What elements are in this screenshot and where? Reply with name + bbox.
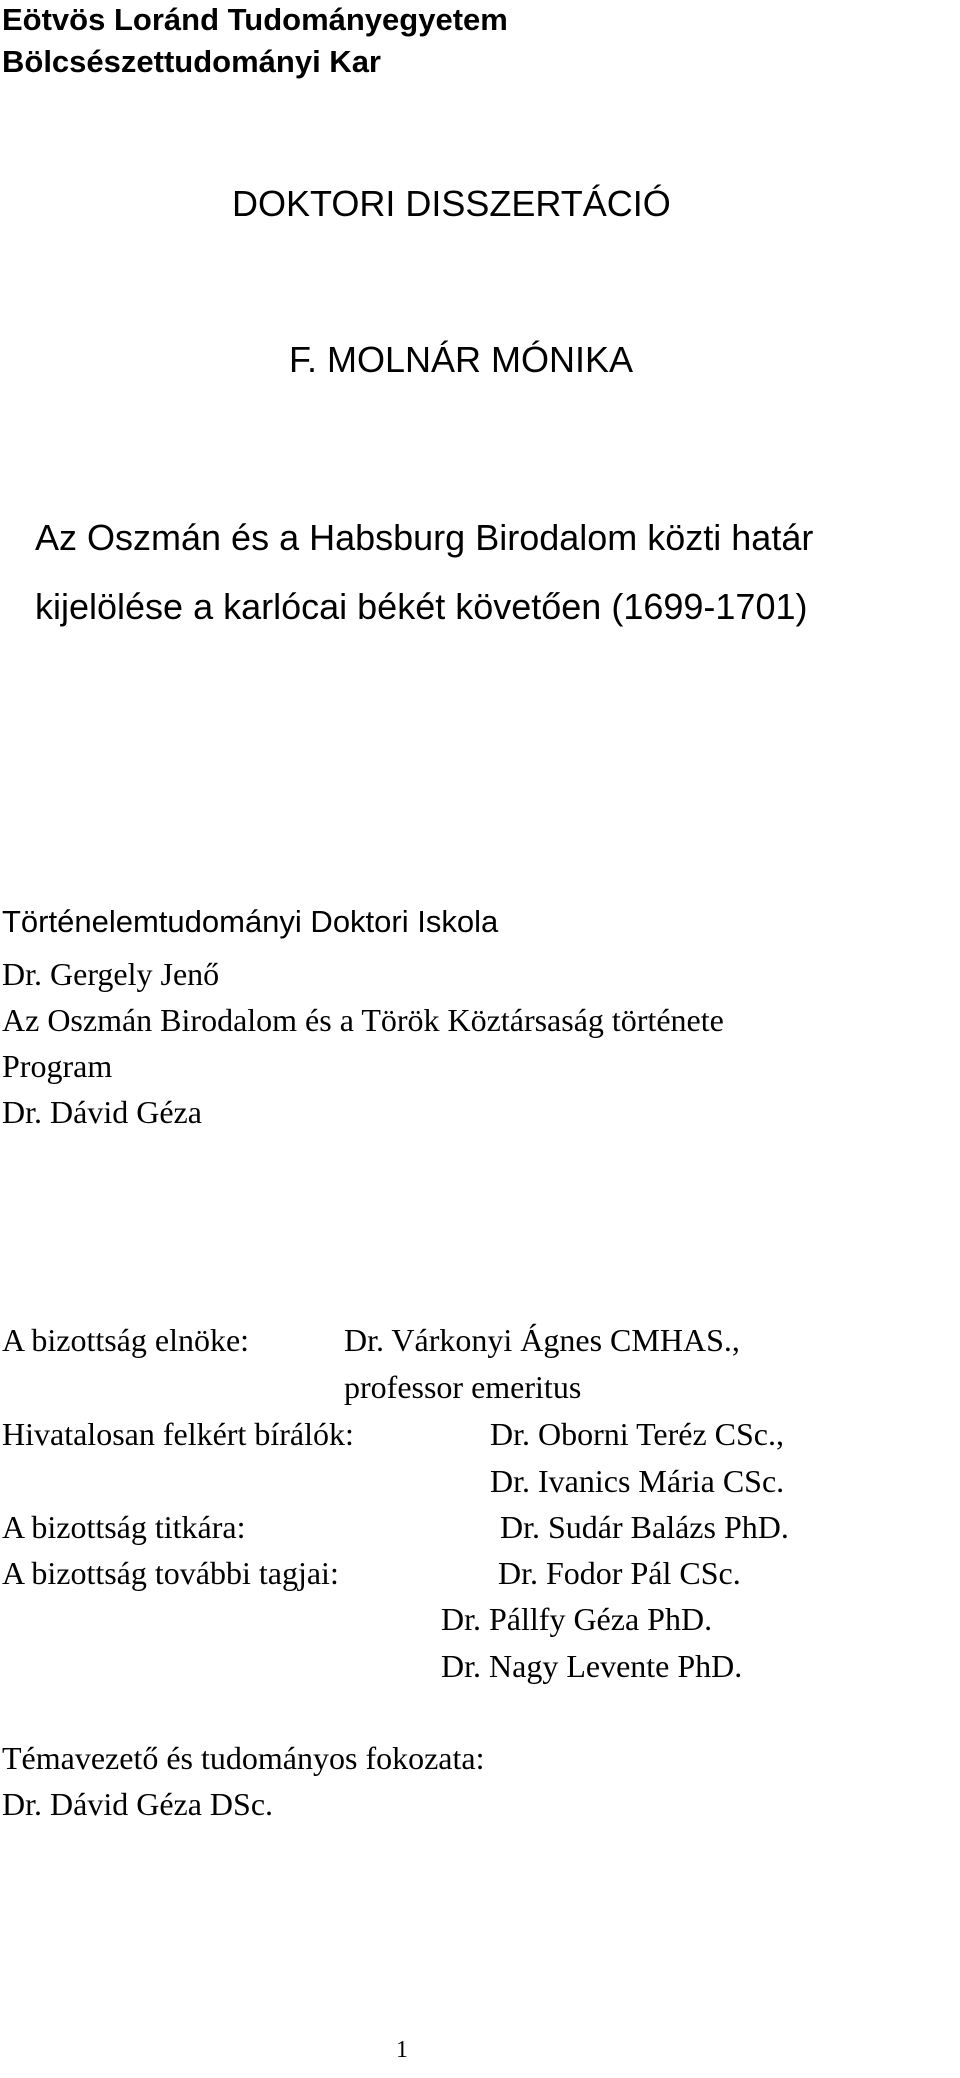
committee-members-label: A bizottság további tagjai:	[2, 1555, 339, 1591]
page-number: 1	[396, 2037, 408, 2063]
committee-chair-title: professor emeritus	[344, 1369, 582, 1405]
program-name-line-1: Az Oszmán Birodalom és a Török Köztársaság története	[2, 1002, 724, 1038]
committee-member-1: Dr. Fodor Pál CSc.	[498, 1555, 741, 1591]
doctoral-school-head: Dr. Gergely Jenő	[2, 956, 220, 992]
committee-member-2: Dr. Pállfy Géza PhD.	[441, 1601, 713, 1637]
faculty-name: Bölcsészettudományi Kar	[2, 44, 381, 79]
author-name: F. MOLNÁR MÓNIKA	[289, 339, 634, 380]
committee-secretary-name: Dr. Sudár Balázs PhD.	[500, 1509, 789, 1545]
committee-member-3: Dr. Nagy Levente PhD.	[441, 1648, 743, 1684]
committee-secretary-label: A bizottság titkára:	[2, 1509, 246, 1545]
supervisor-label: Témavezető és tudományos fokozata:	[2, 1740, 485, 1776]
program-name-line-2: Program	[2, 1048, 113, 1084]
reviewer-1: Dr. Oborni Teréz CSc.,	[490, 1416, 784, 1452]
dissertation-title-line-1: Az Oszmán és a Habsburg Birodalom közti határ	[35, 517, 814, 558]
university-name: Eötvös Loránd Tudományegyetem	[2, 2, 508, 37]
program-head: Dr. Dávid Géza	[2, 1094, 202, 1130]
committee-chair-name: Dr. Várkonyi Ágnes CMHAS.,	[344, 1322, 740, 1358]
committee-chair-label: A bizottság elnöke:	[2, 1322, 250, 1358]
doctoral-school-name: Történelemtudományi Doktori Iskola	[2, 904, 499, 939]
supervisor-name: Dr. Dávid Géza DSc.	[2, 1786, 274, 1822]
reviewer-2: Dr. Ivanics Mária CSc.	[490, 1463, 785, 1499]
document-type: DOKTORI DISSZERTÁCIÓ	[232, 183, 671, 224]
dissertation-title-line-2: kijelölése a karlócai békét követően (1699-1701)	[35, 586, 808, 627]
reviewers-label: Hivatalosan felkért bírálók:	[2, 1416, 354, 1452]
